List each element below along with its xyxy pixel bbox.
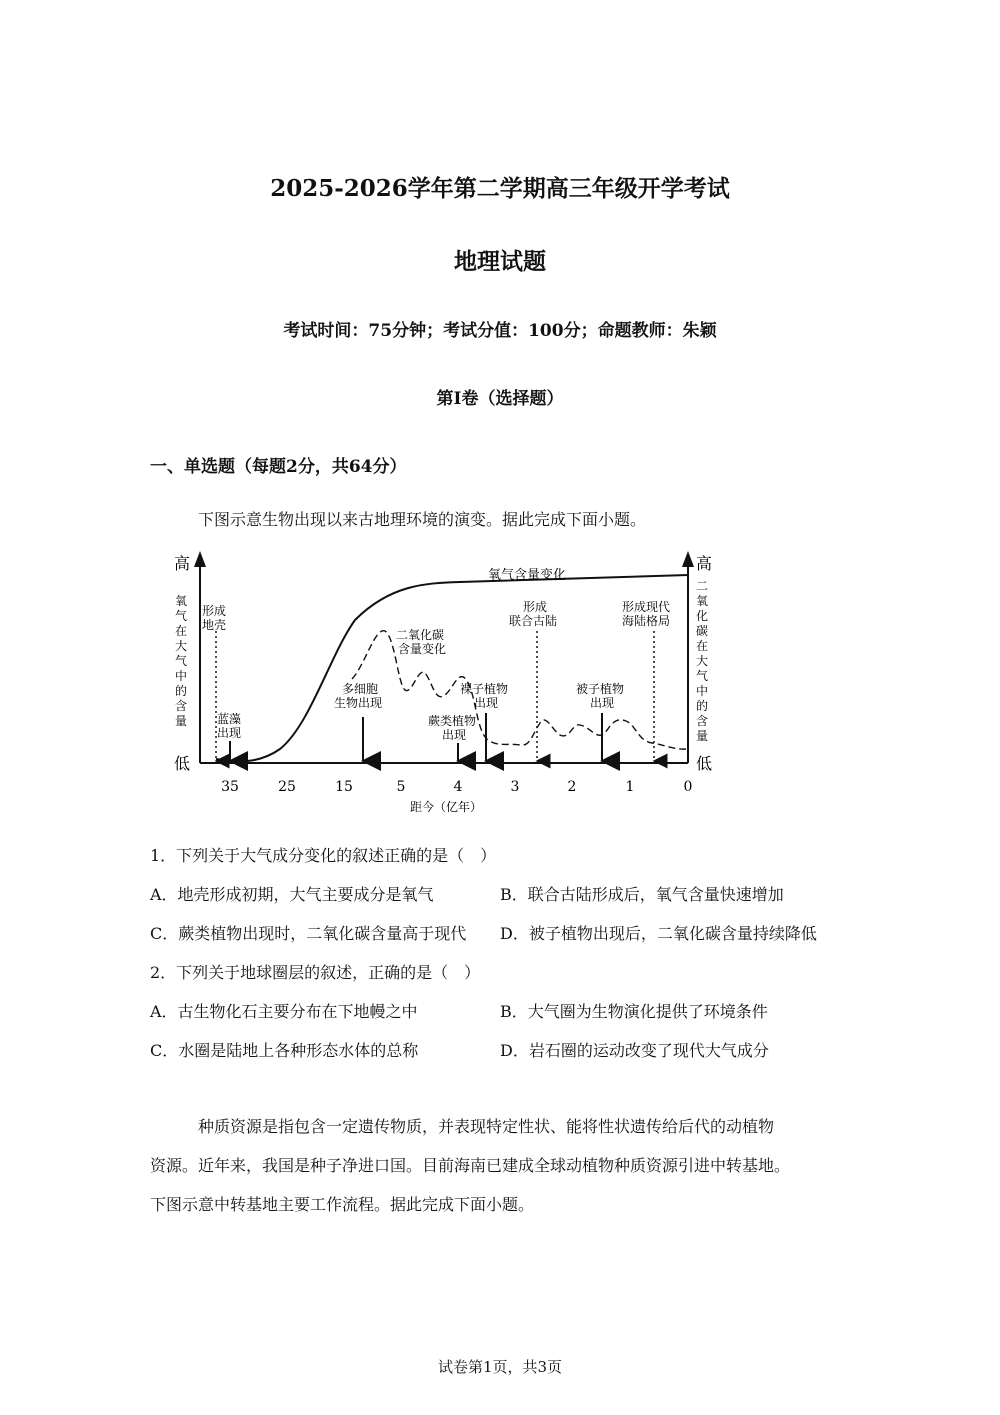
event-label-gymnosperms-line2: 出现	[474, 696, 499, 710]
exam-info: 考试时间：75分钟；考试分值：100分；命题教师：朱颖	[283, 321, 717, 341]
intro-paragraph-1: 下图示意生物出现以来古地理环境的演变。据此完成下面小题。	[198, 510, 647, 529]
left-axis-title-char: 在	[175, 624, 188, 638]
event-label-pangaea-line2: 联合古陆	[509, 614, 558, 628]
right-axis-bottom-label: 低	[696, 754, 713, 773]
right-axis-title-char: 气	[696, 669, 709, 683]
event-label-pangaea-line1: 形成	[523, 600, 548, 614]
left-axis-title-char: 中	[175, 669, 188, 683]
event-label-modern-landsea-line2: 海陆格局	[622, 614, 671, 628]
event-label-modern-landsea-line1: 形成现代	[622, 600, 671, 614]
event-label-gymnosperms-line1: 裸子植物	[460, 682, 509, 696]
event-label-angiosperms-line2: 出现	[590, 696, 615, 710]
x-tick-label: 15	[335, 779, 353, 795]
left-axis-title-char: 氧	[175, 594, 188, 608]
event-label-ferns-line1: 蕨类植物	[428, 714, 477, 728]
intro-paragraph-2-line3: 下图示意中转基地主要工作流程。据此完成下面小题。	[150, 1195, 535, 1214]
right-axis-title-char: 含	[696, 714, 709, 728]
event-label-angiosperms-line1: 被子植物	[576, 682, 625, 696]
question-1-stem: 1．下列关于大气成分变化的叙述正确的是（ ）	[150, 846, 497, 865]
question-2-option-b[interactable]: B．大气圈为生物演化提供了环境条件	[500, 1002, 768, 1021]
right-axis-top-label: 高	[696, 554, 713, 573]
right-axis-title-char: 化	[696, 609, 709, 623]
event-label-multicellular-line1: 多细胞	[342, 682, 379, 696]
question-2-option-c[interactable]: C．水圈是陆地上各种形态水体的总称	[150, 1041, 419, 1060]
right-axis-title-char: 大	[696, 654, 709, 668]
left-axis-title-char: 大	[175, 639, 188, 653]
question-2-stem: 2．下列关于地球圈层的叙述，正确的是（ ）	[150, 963, 481, 982]
left-axis-title-char: 含	[175, 699, 188, 713]
right-axis-title-char: 二	[696, 579, 709, 593]
x-tick-label: 2	[567, 779, 577, 795]
question-2-option-a[interactable]: A．古生物化石主要分布在下地幔之中	[150, 1002, 418, 1021]
left-axis-title-char: 气	[175, 609, 188, 623]
intro-paragraph-2-line2: 资源。近年来，我国是种子净进口国。目前海南已建成全球动植物种质资源引进中转基地。	[150, 1156, 791, 1175]
left-axis-top-label: 高	[174, 554, 191, 573]
event-label-crust-line1: 形成	[202, 604, 227, 618]
x-tick-label: 5	[396, 779, 406, 795]
x-tick-label: 4	[453, 779, 463, 795]
co2-curve-label-line1: 二氧化碳	[396, 628, 445, 642]
question-1-option-d[interactable]: D．被子植物出现后，二氧化碳含量持续降低	[500, 924, 817, 943]
right-axis-title-char: 中	[696, 684, 709, 698]
right-axis-title-char: 氧	[696, 594, 709, 608]
right-axis-title-char: 量	[696, 729, 709, 743]
right-axis-title-char: 在	[696, 639, 709, 653]
left-axis-title-char: 的	[175, 684, 188, 698]
x-tick-label: 0	[683, 779, 693, 795]
event-label-cyanobacteria-line1: 蓝藻	[217, 712, 242, 726]
subject-title: 地理试题	[454, 248, 546, 275]
right-axis-title-char: 碳	[696, 624, 709, 638]
paleo-environment-figure	[160, 545, 730, 820]
event-label-cyanobacteria-line2: 出现	[217, 726, 242, 740]
x-tick-label: 1	[625, 779, 635, 795]
page-footer: 试卷第1页，共3页	[437, 1358, 563, 1376]
x-axis-title: 距今（亿年）	[410, 800, 483, 814]
question-2-option-d[interactable]: D．岩石圈的运动改变了现代大气成分	[500, 1041, 769, 1060]
event-label-ferns-line2: 出现	[442, 728, 467, 742]
right-axis-title-char: 的	[696, 699, 709, 713]
question-1-option-c[interactable]: C．蕨类植物出现时，二氧化碳含量高于现代	[150, 924, 467, 943]
left-axis-bottom-label: 低	[174, 754, 191, 773]
exam-title: 2025-2026学年第二学期高三年级开学考试	[270, 175, 730, 202]
event-label-multicellular-line2: 生物出现	[334, 696, 383, 710]
volume-title: 第I卷（选择题）	[436, 389, 564, 409]
question-1-option-b[interactable]: B．联合古陆形成后，氧气含量快速增加	[500, 885, 784, 904]
question-1-option-a[interactable]: A．地壳形成初期，大气主要成分是氧气	[150, 885, 434, 904]
left-axis-title-char: 量	[175, 714, 188, 728]
left-axis-arrow-icon	[194, 551, 206, 567]
intro-paragraph-2-line1: 种质资源是指包含一定遗传物质，并表现特定性状、能将性状遗传给后代的动植物	[198, 1117, 775, 1136]
x-tick-label: 35	[221, 779, 239, 795]
x-tick-label: 3	[510, 779, 520, 795]
oxygen-curve-label: 氧气含量变化	[488, 568, 567, 583]
event-label-crust-line2: 地壳	[202, 618, 227, 632]
left-axis-title-char: 气	[175, 654, 188, 668]
co2-curve-label-line2: 含量变化	[398, 642, 447, 656]
x-tick-label: 25	[278, 779, 296, 795]
section-heading: 一、单选题（每题2分，共64分）	[150, 457, 407, 477]
right-axis-arrow-icon	[682, 551, 694, 567]
